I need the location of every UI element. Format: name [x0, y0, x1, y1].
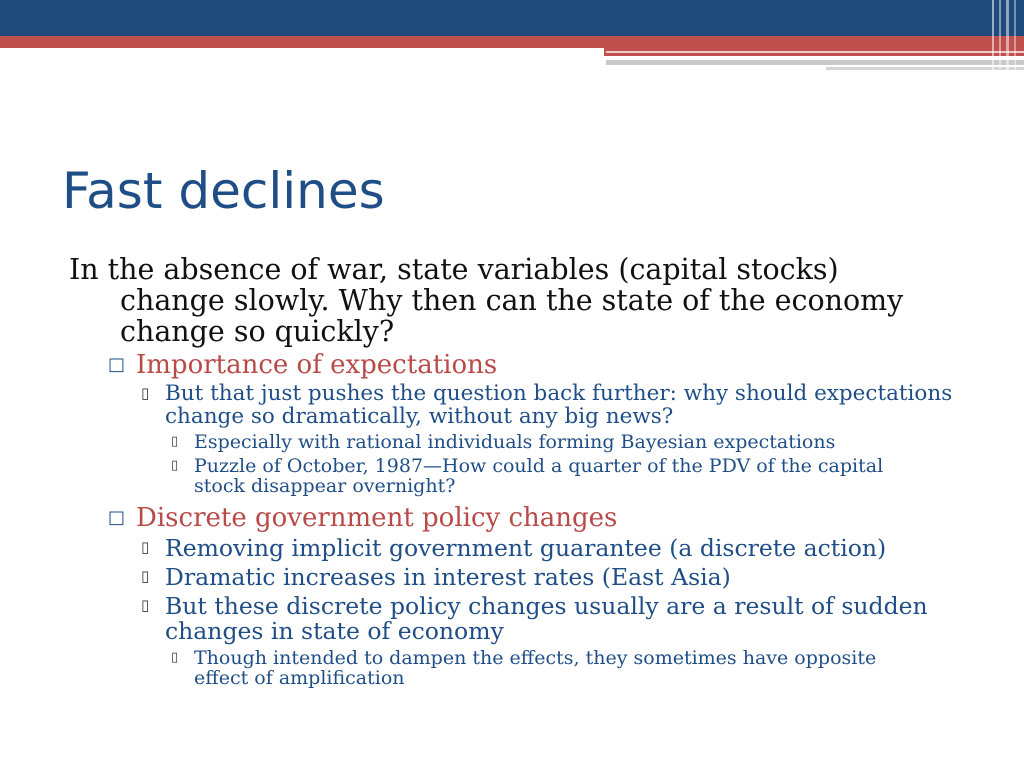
rectangle-bullet-icon: ▯ — [141, 596, 150, 614]
bullet-expectations-sub — [0, 382, 965, 428]
bullet-policy — [0, 504, 956, 532]
square-bullet-icon: □ — [108, 354, 126, 375]
rectangle-bullet-icon: ▯ — [171, 458, 179, 473]
header-gray-line-thin — [826, 67, 1024, 70]
bullet-expectations-text: Importance of expectations — [136, 350, 498, 380]
bullet-interest-rates-text: Dramatic increases in interest rates (East Asia) — [165, 563, 731, 591]
header-white-line — [606, 51, 1024, 53]
bullet-amplification-text: Though intended to dampen the effects, they sometimes have opposite effect of amplification — [194, 647, 877, 689]
rectangle-bullet-icon: ▯ — [171, 434, 179, 449]
bullet-policy-changes-text: But these discrete policy changes usually are a result of sudden changes in state of economy — [165, 592, 928, 645]
header-decoration — [0, 0, 1024, 80]
header-blue-band — [0, 0, 1024, 36]
slide-body — [0, 254, 1024, 688]
bullet-expectations — [0, 351, 956, 379]
rectangle-bullet-icon: ▯ — [141, 384, 150, 402]
bullet-expectations-sub-text: But that just pushes the question back further: why should expectations change so dramatically, without any big news? — [165, 381, 953, 429]
header-red-stripe — [0, 36, 1024, 48]
slide-title: Fast declines — [62, 162, 385, 220]
bullet-october-1987 — [0, 456, 934, 496]
bullet-interest-rates — [0, 565, 965, 590]
header-gray-line — [606, 60, 1024, 65]
header-edge-line-2 — [999, 0, 1001, 72]
square-bullet-icon: □ — [108, 507, 126, 528]
rectangle-bullet-icon: ▯ — [171, 650, 179, 665]
bullet-bayesian-text: Especially with rational individuals forming Bayesian expectations — [194, 431, 836, 453]
header-edge-line-1 — [992, 0, 994, 72]
header-edge-line-3 — [1006, 0, 1009, 72]
bullet-guarantee — [0, 536, 965, 561]
bullet-october-1987-text: Puzzle of October, 1987—How could a quarter of the PDV of the capital stock disappear overnight? — [194, 455, 884, 497]
bullet-policy-text: Discrete government policy changes — [136, 503, 618, 533]
bullet-amplification — [0, 648, 934, 688]
rectangle-bullet-icon: ▯ — [141, 567, 150, 585]
bullet-policy-changes — [0, 594, 965, 644]
header-edge-line-4 — [1014, 0, 1016, 72]
bullet-guarantee-text: Removing implicit government guarantee (a discrete action) — [165, 534, 887, 562]
bullet-bayesian — [0, 432, 934, 452]
rectangle-bullet-icon: ▯ — [141, 538, 150, 556]
main-bullet: In the absence of war, state variables (capital stocks) change slowly. Why then can the state of the economy change so quickly? — [69, 253, 904, 348]
